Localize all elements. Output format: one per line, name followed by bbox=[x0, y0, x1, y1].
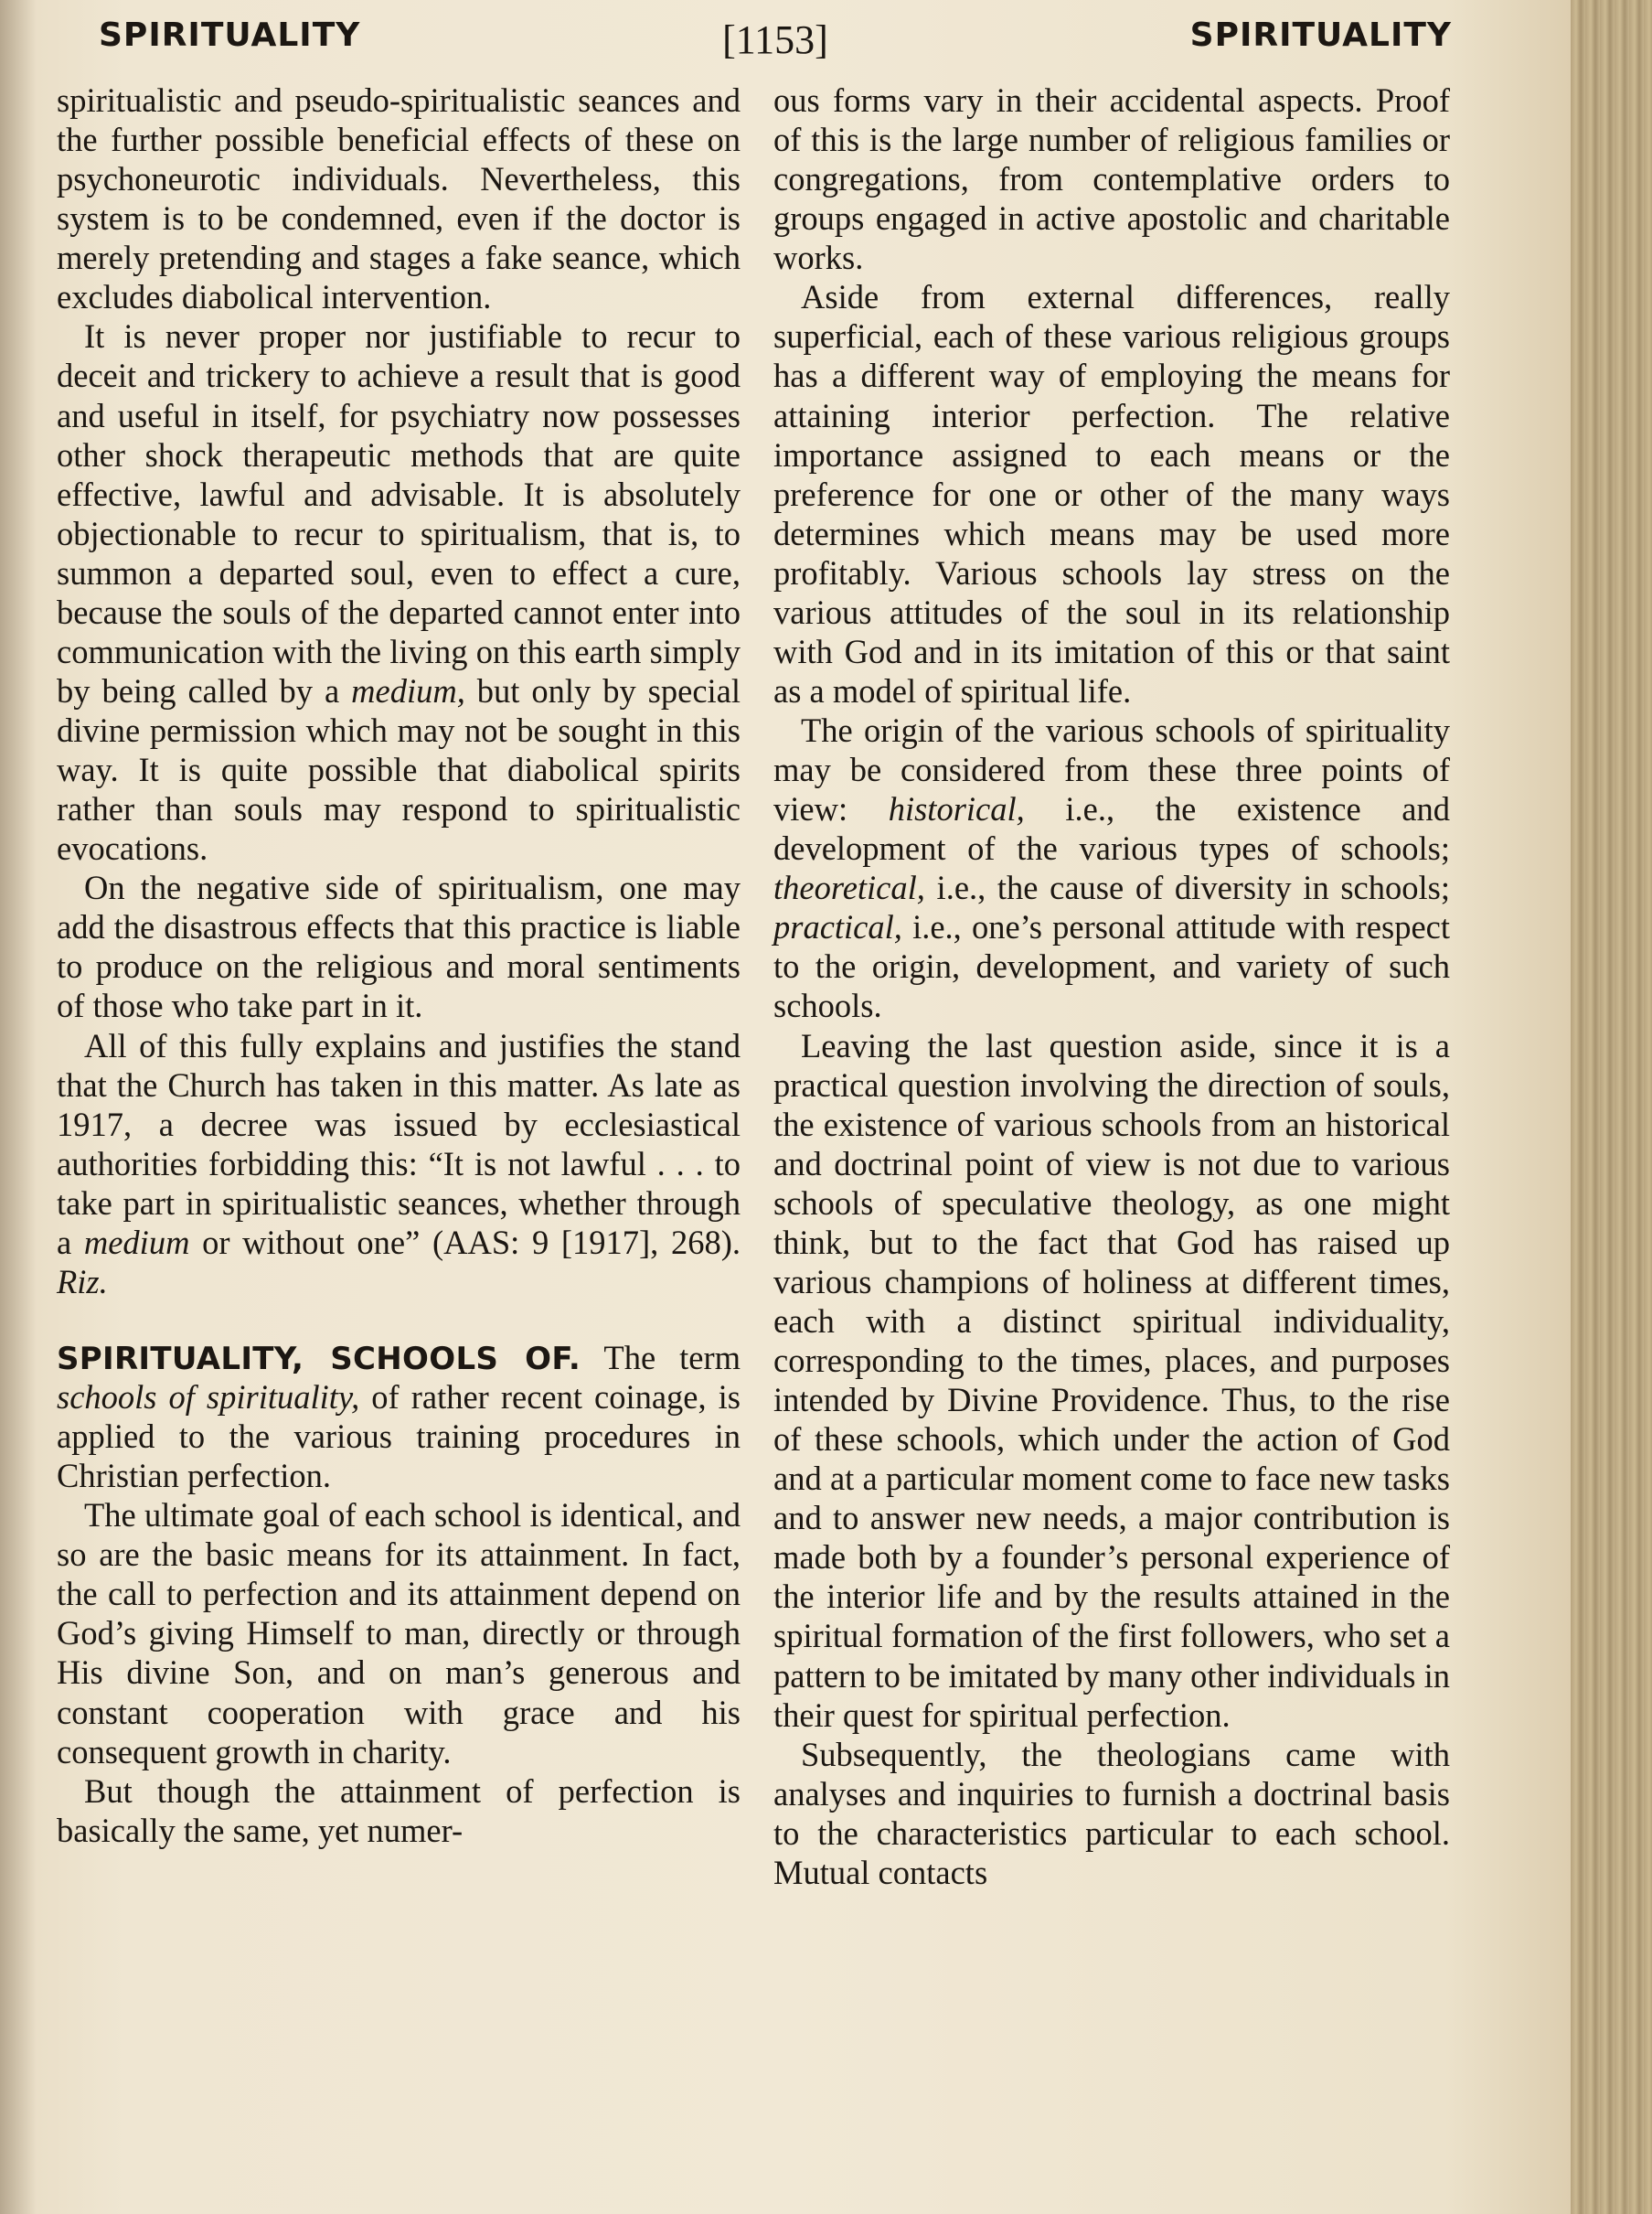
entry-heading: SPIRITUALITY, SCHOOLS OF. bbox=[57, 1340, 581, 1377]
author-signature: Riz. bbox=[57, 1262, 108, 1300]
paragraph bbox=[57, 1026, 741, 1301]
paragraph: ous forms vary in their accidental aspects. Proof of this is the large number of religious families or congregations, from contemplative orders to groups engaged in active apostolic and charitable works. bbox=[773, 81, 1450, 277]
paragraph: spiritualistic and pseudo-spiritualistic seances and the further possible beneficial effects of these on psychoneurotic individuals. Nevertheless, this system is to be condemned, even if the doctor is merely pretending and stages a fake seance, which excludes diabolical intervention. bbox=[57, 81, 741, 316]
italic-term: historical, bbox=[888, 790, 1025, 829]
italic-term: theoretical, bbox=[773, 869, 925, 907]
paragraph bbox=[57, 316, 741, 868]
italic-term: practical, bbox=[773, 908, 902, 947]
paragraph: Aside from external differences, really superficial, each of these various religious groups has a different way of employing the means for attaining interior perfection. The relative importance assigned to each means or the preference for one or other of the many ways determines which means may be used more profitably. Various schools lay stress on the various attitudes of the soul in its relationship with God and in its imitation of this or that saint as a model of spiritual life. bbox=[773, 278, 1450, 710]
page-number: [1153] bbox=[722, 17, 828, 62]
italic-term: schools of spirituality, bbox=[57, 1378, 360, 1417]
text-run: i.e., one’s personal attitude with respect to the origin, development, and variety of such schools. bbox=[773, 908, 1451, 1025]
text-run: It is never proper nor justifiable to recur to deceit and trickery to achieve a result that is good and useful in itself, for psychiatry now possesses other shock therapeutic methods that are quite effective, lawful and advisable. It is absolutely objectionable to recur to spiritualism, that is, to summon a departed soul, even to effect a cure, because the souls of the departed cannot enter into communication with the living on this earth simply by being called by a bbox=[57, 317, 741, 710]
paragraph: Leaving the last question aside, since it is a practical question involving the direction of souls, the existence of various schools from an historical and doctrinal point of view is not due to various schools of speculative theology, as one might think, but to the fact that God has raised up various champions of holiness at different times, each with a distinct spiritual individuality, corresponding to the times, places, and purposes intended by Divine Providence. Thus, to the rise of these schools, which under the action of God and at a particular moment come to face new tasks and to answer new needs, a major contribution is made both by a founder’s personal experience of the interior life and by the results attained in the spiritual formation of the first followers, who set a pattern to be imitated by many other individuals in their quest for spiritual perfection. bbox=[773, 1026, 1450, 1734]
text-run: The term bbox=[603, 1338, 741, 1376]
binding-shadow bbox=[0, 0, 37, 2214]
italic-term: medium, bbox=[351, 671, 465, 710]
text-run: The origin of the various schools of spirituality may be considered from these three points of view: bbox=[773, 711, 1450, 829]
right-column bbox=[773, 80, 1450, 1892]
left-column bbox=[57, 80, 741, 1850]
text-run: of rather recent coinage, is applied to the various training procedures in Christian perfection. bbox=[57, 1378, 741, 1495]
paragraph: But though the attainment of perfection is basically the same, yet numer- bbox=[57, 1771, 741, 1849]
paragraph: On the negative side of spiritualism, one may add the disastrous effects that this practice is liable to produce on the religious and moral sentiments of those who take part in it. bbox=[57, 869, 741, 1025]
right-running-head: SPIRITUALITY bbox=[1189, 16, 1452, 54]
italic-term: medium bbox=[83, 1223, 190, 1261]
text-run: or without one” (AAS: 9 [1917], 268). bbox=[202, 1223, 741, 1261]
paragraph: The ultimate goal of each school is identical, and so are the basic means for its attainment. In fact, the call to perfection and its attainment depend on God’s giving Himself to man, directly or through His divine Son, and on man’s generous and constant cooperation with grace and his consequent growth in charity. bbox=[57, 1496, 741, 1770]
text-run: i.e., the cause of diversity in schools; bbox=[936, 869, 1450, 907]
paragraph: Subsequently, the theologians came with analyses and inquiries to furnish a doctrinal basis to the characteristics particular to each school. Mutual contacts bbox=[773, 1735, 1450, 1891]
page-header bbox=[99, 16, 1452, 71]
left-running-head: SPIRITUALITY bbox=[99, 16, 361, 54]
paragraph bbox=[773, 711, 1450, 1026]
text-run: but only by special divine permission which may not be sought in this way. It is quite possible that diabolical spirits rather than souls may respond to spiritualistic evocations. bbox=[57, 671, 741, 868]
page-edge-stack bbox=[1571, 0, 1652, 2214]
entry-paragraph bbox=[57, 1338, 741, 1495]
text-run: All of this fully explains and justifies the stand that the Church has taken in this matter. As late as 1917, a decree was issued by ecclesiastical authorities forbidding this: “It is not lawful . . . to take part in spiritualistic seances, whether through a bbox=[57, 1026, 741, 1261]
text-run: i.e., the existence and development of the various types of schools; bbox=[773, 790, 1450, 868]
